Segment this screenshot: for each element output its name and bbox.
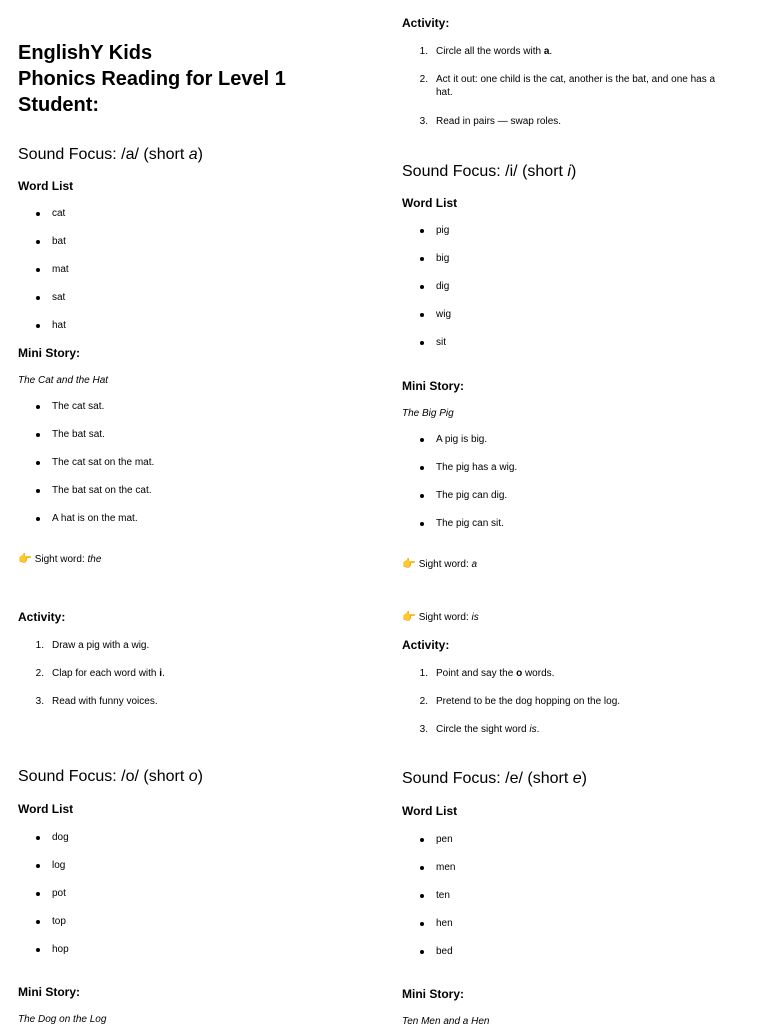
activity-item: Pretend to be the dog hopping on the log. xyxy=(436,696,621,707)
word-list-heading: Word List xyxy=(402,196,458,210)
story-line: The bat sat on the cat. xyxy=(52,485,152,496)
word-item: top xyxy=(52,916,66,927)
activity-item: Read with funny voices. xyxy=(52,696,158,707)
section-heading-short-a: Sound Focus: /a/ (short a) xyxy=(18,146,203,163)
word-item: bat xyxy=(52,236,66,247)
story-line: The pig can sit. xyxy=(436,518,504,529)
activity-heading: Activity: xyxy=(402,638,450,652)
word-item: bed xyxy=(436,946,453,957)
bullet-icon xyxy=(420,313,424,317)
list-number: 3. xyxy=(419,116,428,127)
story-title: The Cat and the Hat xyxy=(18,375,109,386)
bullet-icon xyxy=(420,522,424,526)
word-item: cat xyxy=(52,208,66,219)
mini-story-heading: Mini Story: xyxy=(18,346,80,360)
story-line: The bat sat. xyxy=(52,429,105,440)
word-item: big xyxy=(436,253,450,264)
story-line: A pig is big. xyxy=(436,434,488,445)
sight-word-line: 👉 Sight word: a xyxy=(402,558,478,570)
word-item: sat xyxy=(52,292,66,303)
story-line: The pig can dig. xyxy=(436,490,508,501)
bullet-icon xyxy=(420,341,424,345)
word-item: sit xyxy=(436,337,446,348)
bullet-icon xyxy=(36,212,40,216)
doc-title xyxy=(18,40,286,118)
section-heading-short-e: Sound Focus: /e/ (short e) xyxy=(402,770,587,787)
word-item: ten xyxy=(436,890,450,901)
story-line: The cat sat on the mat. xyxy=(52,457,155,468)
bullet-icon xyxy=(36,836,40,840)
word-item: hen xyxy=(436,918,453,929)
word-list-heading: Word List xyxy=(18,802,74,816)
bullet-icon xyxy=(36,405,40,409)
list-number: 3. xyxy=(419,724,428,735)
activity-item: Draw a pig with a wig. xyxy=(52,640,150,651)
list-number: 2. xyxy=(35,668,44,679)
story-line: The pig has a wig. xyxy=(436,462,518,473)
bullet-icon xyxy=(420,950,424,954)
pointing-finger-icon: 👉 xyxy=(402,558,416,570)
word-list-heading: Word List xyxy=(402,804,458,818)
mini-story-heading: Mini Story: xyxy=(402,987,464,1001)
word-item: pig xyxy=(436,225,450,236)
word-item: pen xyxy=(436,834,453,845)
list-number: 1. xyxy=(35,640,44,651)
list-number: 1. xyxy=(419,668,428,679)
bullet-icon xyxy=(36,461,40,465)
bullet-icon xyxy=(420,866,424,870)
mini-story-heading: Mini Story: xyxy=(402,379,464,393)
doc-title-line2: Phonics Reading for Level 1 xyxy=(18,68,286,90)
bullet-icon xyxy=(36,268,40,272)
pointing-finger-icon: 👉 xyxy=(18,553,32,565)
bullet-icon xyxy=(36,296,40,300)
list-number: 1. xyxy=(419,46,428,57)
section-heading-short-i: Sound Focus: /i/ (short i) xyxy=(402,163,577,180)
word-item: hat xyxy=(52,320,66,331)
bullet-icon xyxy=(36,489,40,493)
activity-item: Act it out: one child is the cat, another is the bat, and one has a hat. xyxy=(436,74,716,98)
bullet-icon xyxy=(420,894,424,898)
activity-item: Circle the sight word is. xyxy=(436,724,540,735)
activity-item: Point and say the o words. xyxy=(436,668,555,679)
sight-word-line: 👉 Sight word: the xyxy=(18,553,102,565)
mini-story-heading: Mini Story: xyxy=(18,985,80,999)
word-item: wig xyxy=(436,309,452,320)
activity-item: Circle all the words with a. xyxy=(436,46,553,57)
sight-word-line: 👉 Sight word: is xyxy=(402,611,479,623)
word-item: pot xyxy=(52,888,66,899)
bullet-icon xyxy=(420,229,424,233)
activity-item: Read in pairs — swap roles. xyxy=(436,116,562,127)
bullet-icon xyxy=(36,324,40,328)
word-list-heading: Word List xyxy=(18,179,74,193)
bullet-icon xyxy=(420,922,424,926)
word-item: log xyxy=(52,860,66,871)
list-number: 2. xyxy=(419,696,428,707)
doc-title-line3: Student: xyxy=(18,94,100,116)
activity-item: Clap for each word with i. xyxy=(52,668,165,679)
story-line: A hat is on the mat. xyxy=(52,513,138,524)
bullet-icon xyxy=(420,466,424,470)
story-line: The cat sat. xyxy=(52,401,105,412)
story-title: Ten Men and a Hen xyxy=(402,1016,490,1027)
bullet-icon xyxy=(36,433,40,437)
doc-title-line1: EnglishY Kids xyxy=(18,42,153,64)
bullet-icon xyxy=(36,517,40,521)
bullet-icon xyxy=(36,864,40,868)
bullet-icon xyxy=(36,948,40,952)
bullet-icon xyxy=(36,240,40,244)
word-item: mat xyxy=(52,264,69,275)
word-item: dig xyxy=(436,281,450,292)
word-item: dog xyxy=(52,832,69,843)
activity-heading: Activity: xyxy=(402,16,450,30)
bullet-icon xyxy=(420,285,424,289)
bullet-icon xyxy=(420,494,424,498)
bullet-icon xyxy=(36,892,40,896)
word-item: men xyxy=(436,862,456,873)
bullet-icon xyxy=(420,438,424,442)
story-title: The Big Pig xyxy=(402,408,454,419)
bullet-icon xyxy=(36,920,40,924)
section-heading-short-o: Sound Focus: /o/ (short o) xyxy=(18,768,203,785)
word-item: hop xyxy=(52,944,69,955)
story-title: The Dog on the Log xyxy=(18,1014,107,1025)
list-number: 3. xyxy=(35,696,44,707)
pointing-finger-icon: 👉 xyxy=(402,611,416,623)
bullet-icon xyxy=(420,257,424,261)
list-number: 2. xyxy=(419,74,428,85)
bullet-icon xyxy=(420,838,424,842)
activity-heading: Activity: xyxy=(18,610,66,624)
